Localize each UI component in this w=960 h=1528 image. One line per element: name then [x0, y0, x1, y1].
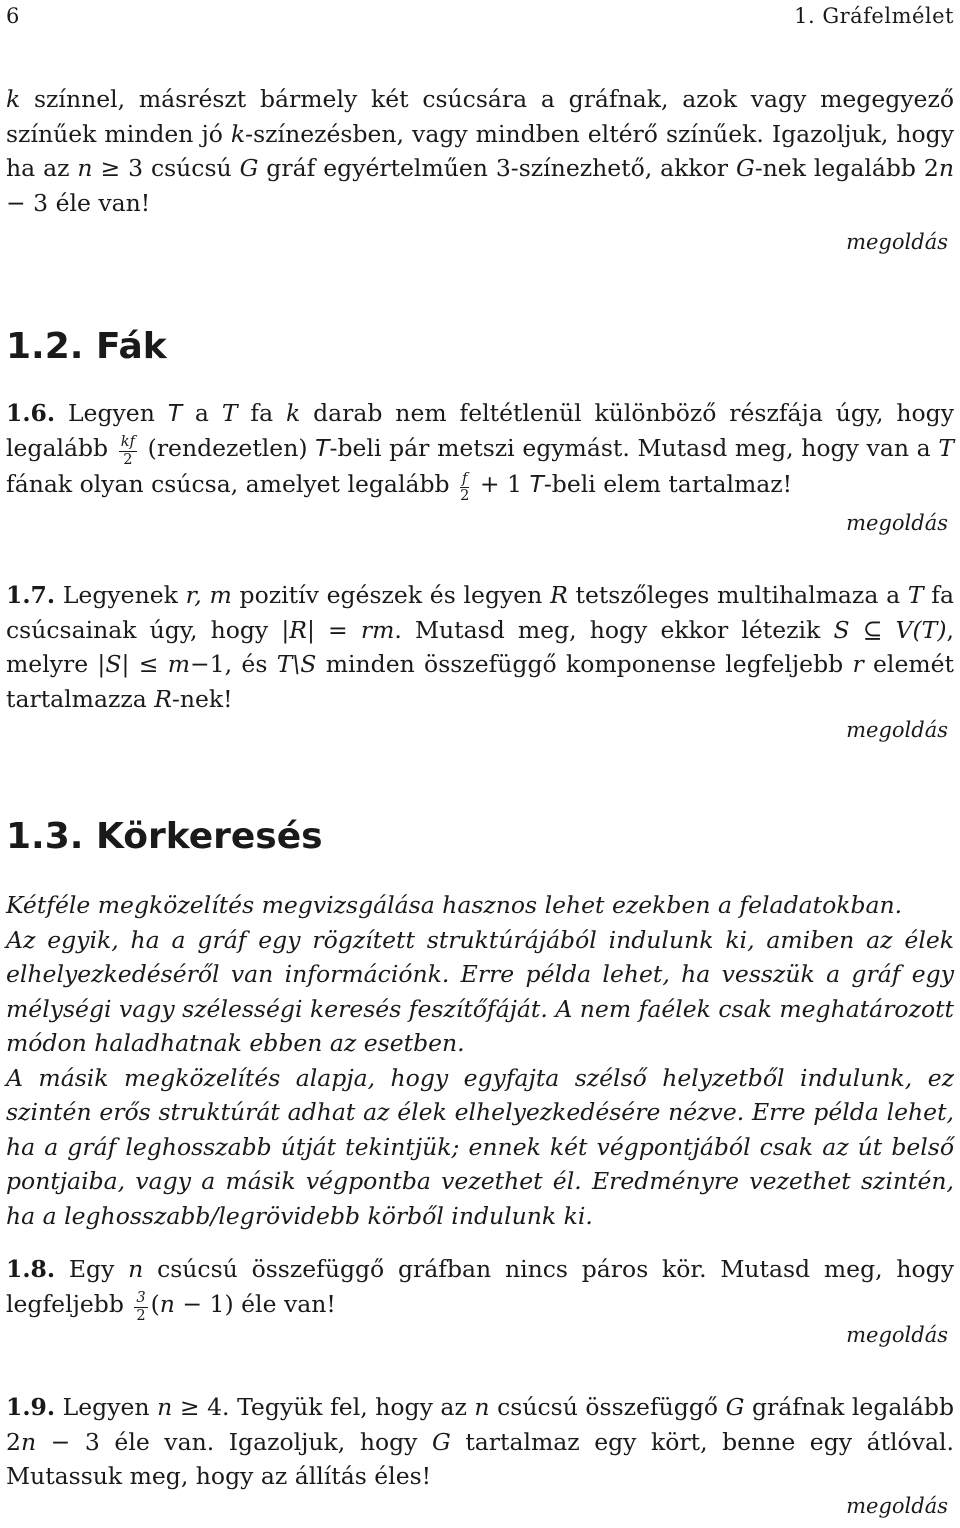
solution-link[interactable]: megoldás: [846, 1323, 948, 1347]
problem-1-7: 1.7. Legyenek r, m pozitív egészek és legyen R tetszőleges multihalmaza a T fa csúcsainak úgy, hogy |R| = rm. Mutasd meg, hogy ekkor létezik S ⊆ V(T), melyre |S| ≤ m−1, és T\S minden összefüggő komponense legfeljebb r elemét tartalmazza R-nek!: [6, 581, 954, 713]
problem-number: 1.8.: [6, 1255, 56, 1283]
fraction-3-over-2: $\frac{3}{2}$: [136, 1288, 146, 1324]
section-intro: Kétféle megközelítés megvizsgálása hasznos lehet ezekben a feladatokban. Az egyik, ha a gráf egy rögzített struktúrájából indulunk ki, amiben az élek elhelyezkedéséről van információnk. Erre példa lehet, ha vesszük a gráf egy mélységi vagy szélességi keresés feszítőfáját. A nem faélek csak meghatározott módon haladhatnak ebben az esetben. A másik megközelítés alapja, hogy egyfajta szélső helyzetből indulunk, ez szintén erős struktúrát adhat az élek elhelyezkedésére nézve. Erre példa lehet, ha a gráf leghosszabb útját tekintjük; ennek két végpontjából csak az út belső pontjaiba, vagy a másik végpontba vezethet él. Eredményre vezethet szintén, ha a leghosszabb/legrövidebb körből indulunk ki.: [6, 891, 954, 1230]
solution-link[interactable]: megoldás: [846, 1494, 948, 1518]
problem-number: 1.6.: [6, 399, 56, 427]
solution-link[interactable]: megoldás: [846, 230, 948, 254]
chapter-title: 1. Gráfelmélet: [794, 4, 954, 28]
problem-number: 1.7.: [6, 581, 56, 609]
fraction-f-over-2: $\frac{f}{2}$: [460, 469, 470, 505]
page-header: [6, 4, 954, 32]
problem-1-6: 1.6. Legyen T a T fa k darab nem feltétlenül különböző részfája úgy, hogy legalább $\frac{kf}{2}$ (rendezetlen) T-beli pár metszi egymást. Mutasd meg, hogy van a T fának olyan csúcsa, amelyet legalább $\frac{f}{2}$ + 1 T-beli elem tartalmaz!: [6, 399, 954, 505]
problem-number: 1.9.: [6, 1393, 56, 1421]
page-number: 6: [6, 4, 20, 28]
continued-problem: k színnel, másrészt bármely két csúcsára a gráfnak, azok vagy megegyező színűek minden jó k-színezésben, vagy mindben eltérő színűek. Igazoljuk, hogy ha az n ≥ 3 csúcsú G gráf egyértelműen 3-színezhető, akkor G-nek legalább 2n − 3 éle van!: [6, 85, 954, 217]
problem-1-9: 1.9. Legyen n ≥ 4. Tegyük fel, hogy az n csúcsú összefüggő G gráfnak legalább 2n − 3 éle van. Igazoljuk, hogy G tartalmaz egy kört, benne egy átlóval. Mutassuk meg, hogy az állítás éles!: [6, 1393, 954, 1490]
problem-1-8: 1.8. Egy n csúcsú összefüggő gráfban nincs páros kör. Mutasd meg, hogy legfeljebb $\frac{3}{2}$ (n − 1) éle van!: [6, 1255, 954, 1324]
solution-link[interactable]: megoldás: [846, 718, 948, 742]
fraction-kf-over-2: $\frac{kf}{2}$: [120, 432, 135, 468]
section-heading-korkereses: 1.3. Körkeresés: [6, 816, 323, 857]
section-heading-fak: 1.2. Fák: [6, 326, 167, 367]
solution-link[interactable]: megoldás: [846, 511, 948, 535]
